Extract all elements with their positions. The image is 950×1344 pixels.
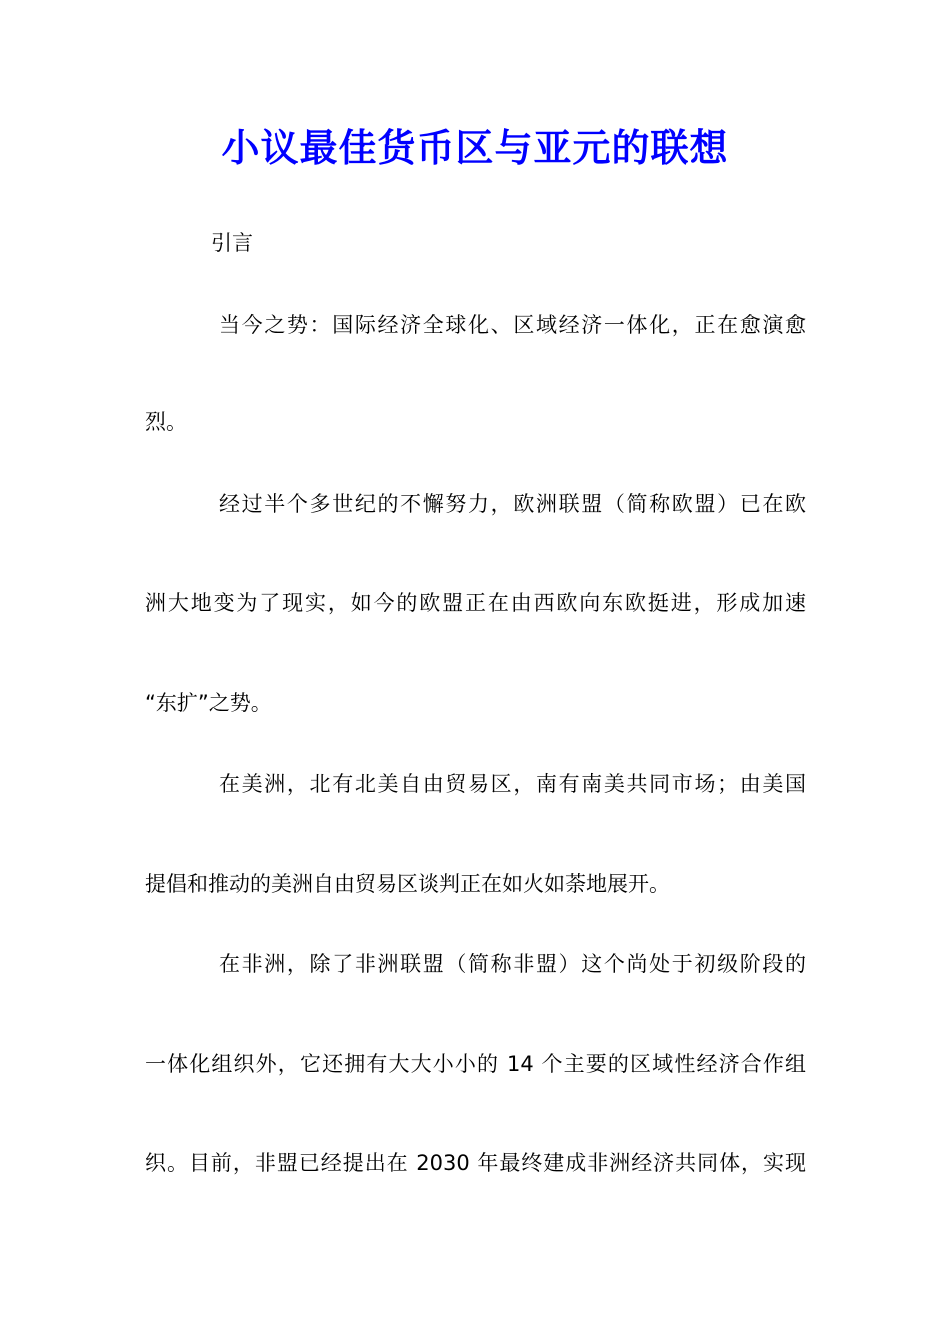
paragraph-line: 在非洲，除了非洲联盟（简称非盟）这个尚处于初级阶段的	[219, 952, 806, 976]
paragraph-line: 经过半个多世纪的不懈努力，欧洲联盟（简称欧盟）已在欧	[219, 492, 806, 516]
paragraph-line: 当今之势：国际经济全球化、区域经济一体化，正在愈演愈	[219, 313, 806, 337]
paragraph-line: 烈。	[145, 410, 187, 434]
paragraph-line: “东扩”之势。	[145, 691, 272, 715]
paragraph-line: 提倡和推动的美洲自由贸易区谈判正在如火如荼地展开。	[145, 872, 670, 896]
document-title: 小议最佳货币区与亚元的联想	[221, 125, 729, 170]
paragraph-line: 织。目前，非盟已经提出在 2030 年最终建成非洲经济共同体，实现	[145, 1151, 806, 1175]
paragraph-line: 洲大地变为了现实，如今的欧盟正在由西欧向东欧挺进，形成加速	[145, 591, 806, 615]
paragraph-line: 一体化组织外，它还拥有大大小小的 14 个主要的区域性经济合作组	[145, 1052, 806, 1076]
section-heading: 引言	[211, 231, 253, 255]
paragraph-line: 在美洲，北有北美自由贸易区，南有南美共同市场；由美国	[219, 772, 806, 796]
